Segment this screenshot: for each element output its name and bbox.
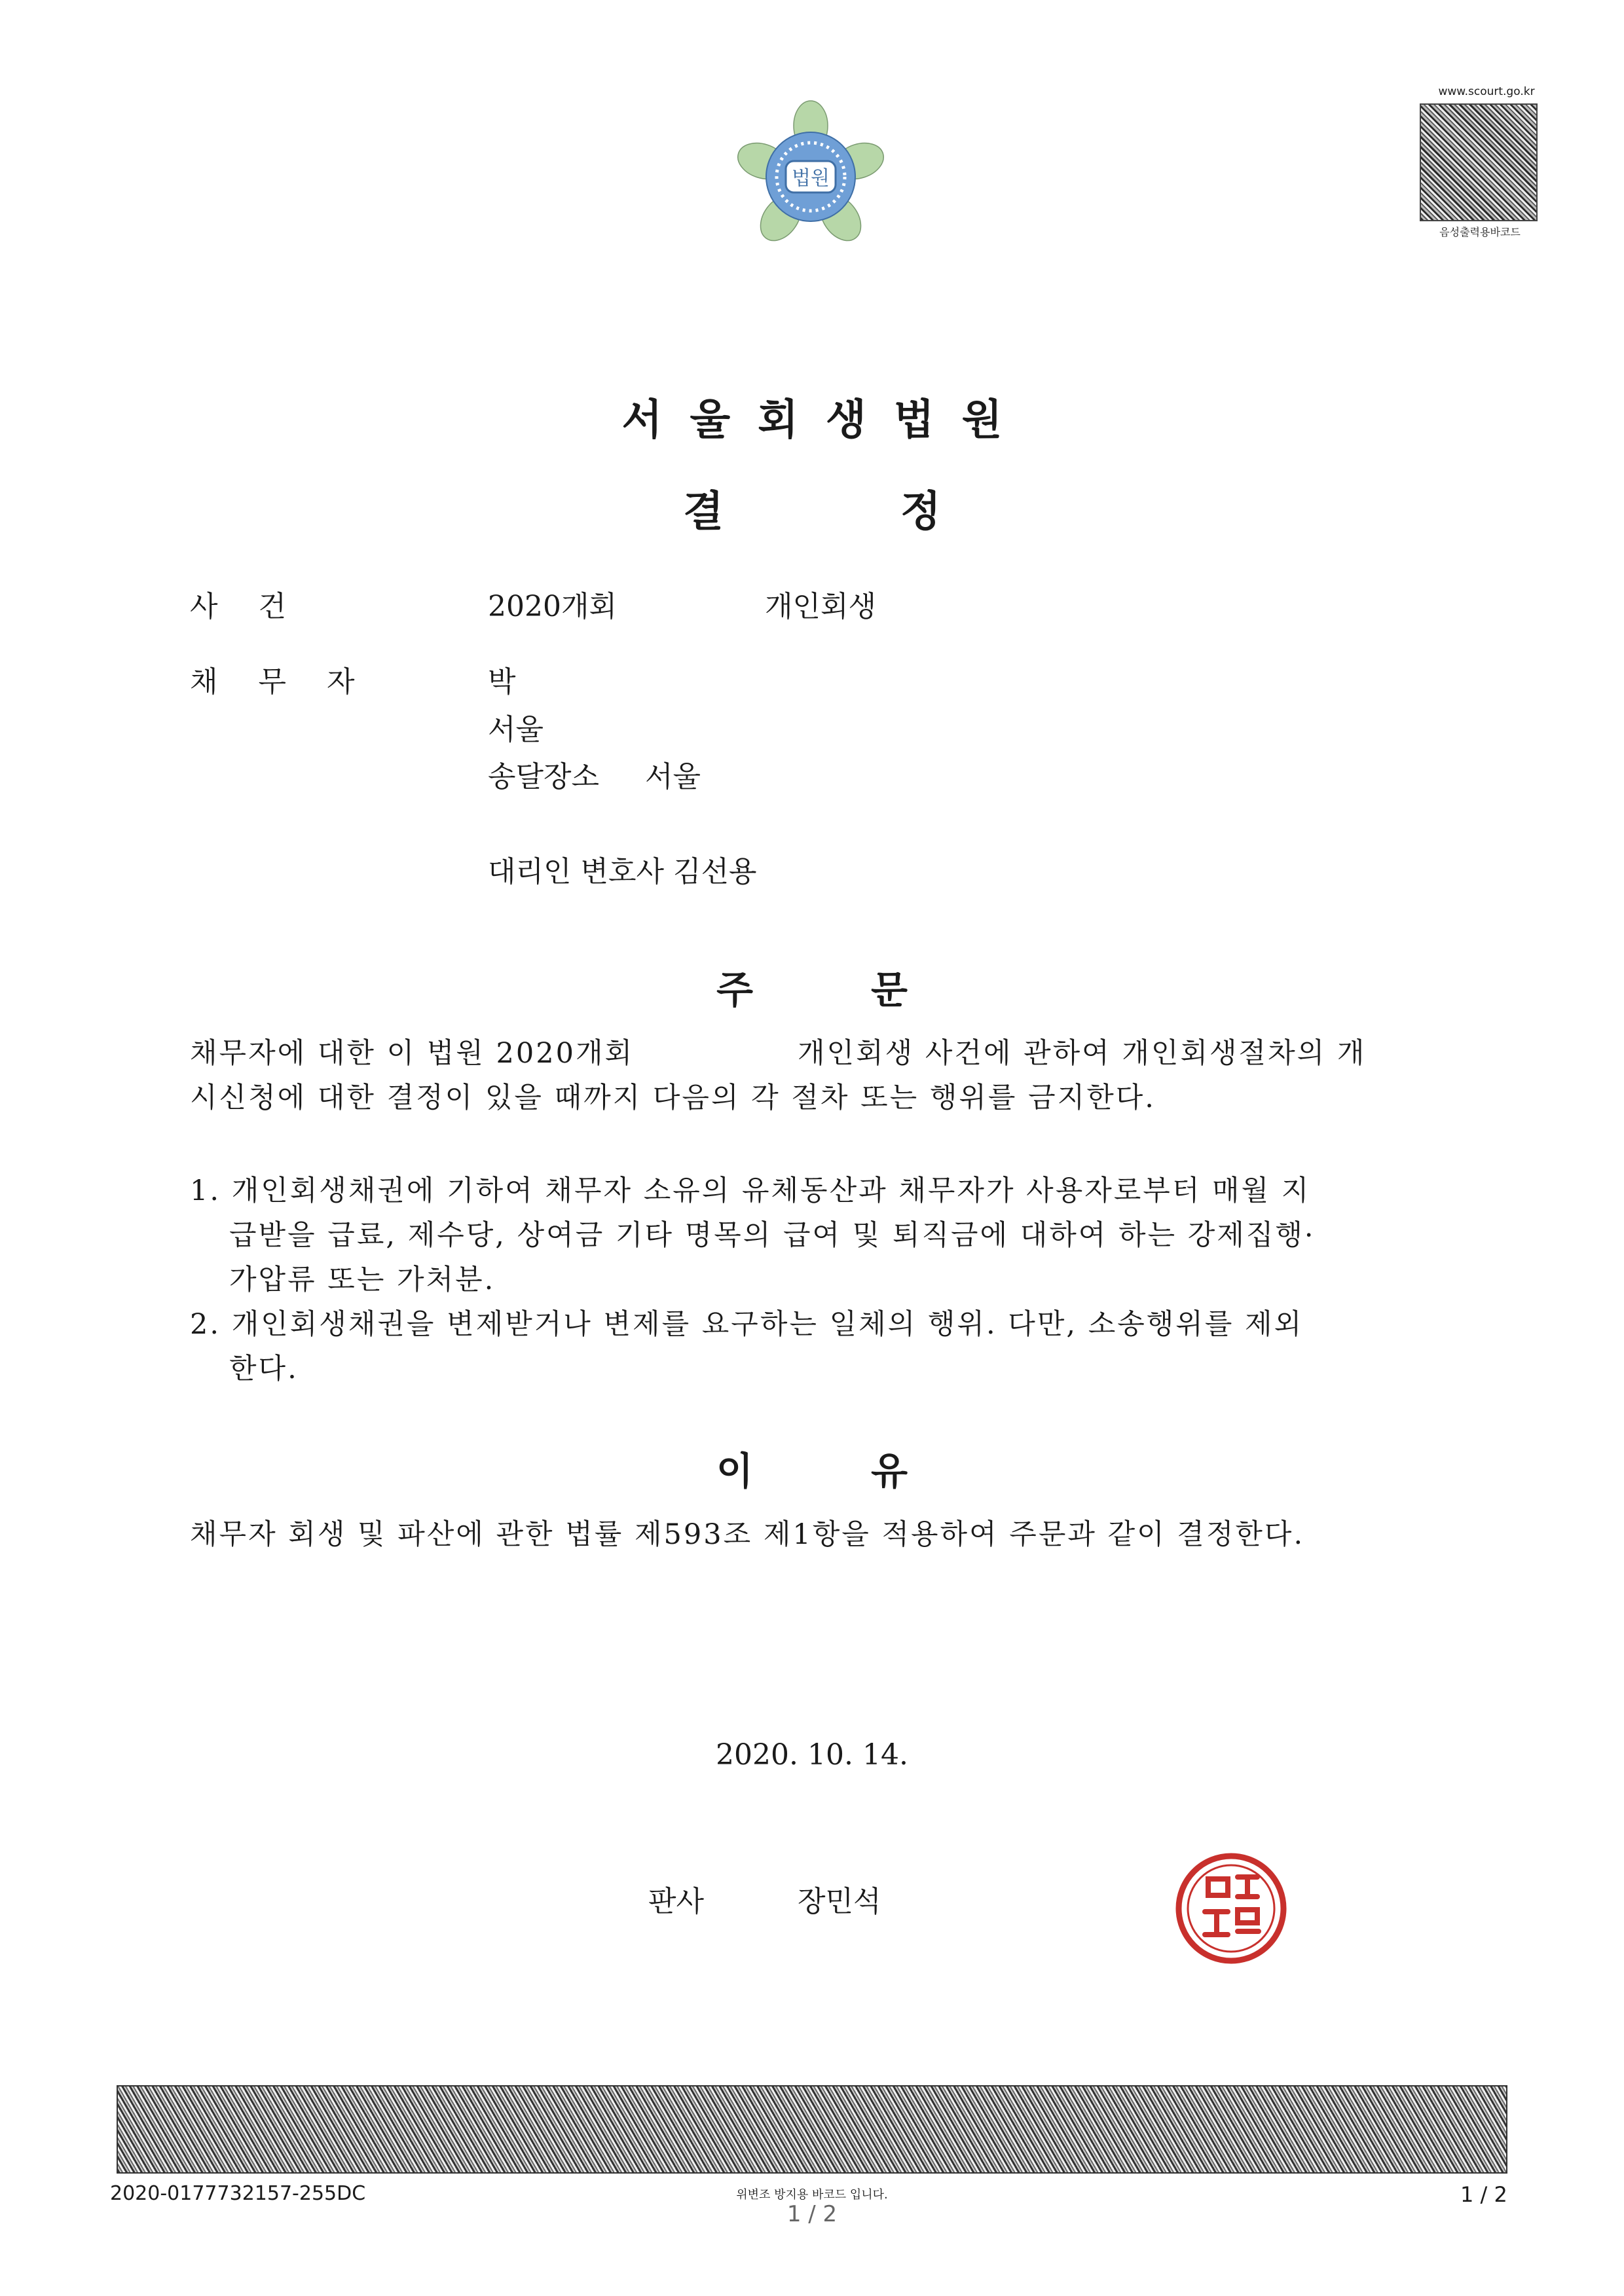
qr-code (1420, 103, 1538, 221)
document-title: 결정 (683, 487, 1118, 536)
court-emblem-icon (732, 98, 889, 255)
reason-text: 채무자 회생 및 파산에 관한 법률 제593조 제1항을 적용하여 주문과 같이 결정한다. (190, 1518, 1305, 1551)
judge-name: 장민석 (798, 1885, 881, 1918)
order-item-1-line-3: 가압류 또는 가처분. (229, 1264, 496, 1296)
debtor-address: 서울 (488, 713, 544, 746)
anti-forgery-barcode (117, 2085, 1507, 2174)
barcode-note: 위변조 방지용 바코드 입니다. (736, 2188, 888, 2202)
document-id: 2020-0177732157-255DC (110, 2182, 366, 2205)
order-item-2-line-2: 한다. (229, 1353, 299, 1385)
order-item-2-line-1: 2. 개인회생채권을 변제받거나 변제를 요구하는 일체의 행위. 다만, 소송행위를 제외 (190, 1308, 1304, 1341)
page-number-right: 1 / 2 (1460, 2182, 1507, 2207)
qr-caption: 음성출력용바코드 (1439, 226, 1521, 238)
order-intro-2: 시신청에 대한 결정이 있을 때까지 다음의 각 절차 또는 행위를 금지한다. (190, 1082, 1156, 1114)
case-type: 개인회생 (765, 590, 877, 623)
decision-date: 2020. 10. 14. (716, 1738, 908, 1772)
reason-heading: 이유 (716, 1449, 1026, 1493)
debtor-label: 채무자 (190, 665, 396, 699)
debtor-name: 박 (488, 665, 516, 699)
service-place-value: 서울 (645, 760, 701, 793)
court-name: 서울회생법원 (621, 395, 1030, 445)
case-label: 사건 (190, 590, 327, 623)
order-heading: 주문 (716, 968, 1026, 1012)
order-item-1-line-2: 급받을 급료, 제수당, 상여금 기타 명목의 급여 및 퇴직금에 대하여 하는 강제집행· (229, 1219, 1316, 1252)
order-intro-1a: 채무자에 대한 이 법원 2020개회 (190, 1037, 635, 1070)
judge-seal-icon (1172, 1850, 1290, 1967)
order-item-1-line-1: 1. 개인회생채권에 기하여 채무자 소유의 유체동산과 채무자가 사용자로부터 매월 지 (190, 1175, 1311, 1207)
agent: 대리인 변호사 김선용 (488, 855, 757, 888)
case-number: 2020개회 (488, 590, 617, 623)
order-intro-1b: 개인회생 사건에 관하여 개인회생절차의 개 (798, 1037, 1367, 1070)
service-place-label: 송달장소 (488, 760, 600, 793)
svg-text:법원: 법원 (792, 167, 830, 190)
qr-url: www.scourt.go.kr (1438, 85, 1535, 98)
page-number-center: 1 / 2 (786, 2201, 838, 2227)
judge-title: 판사 (648, 1885, 705, 1918)
